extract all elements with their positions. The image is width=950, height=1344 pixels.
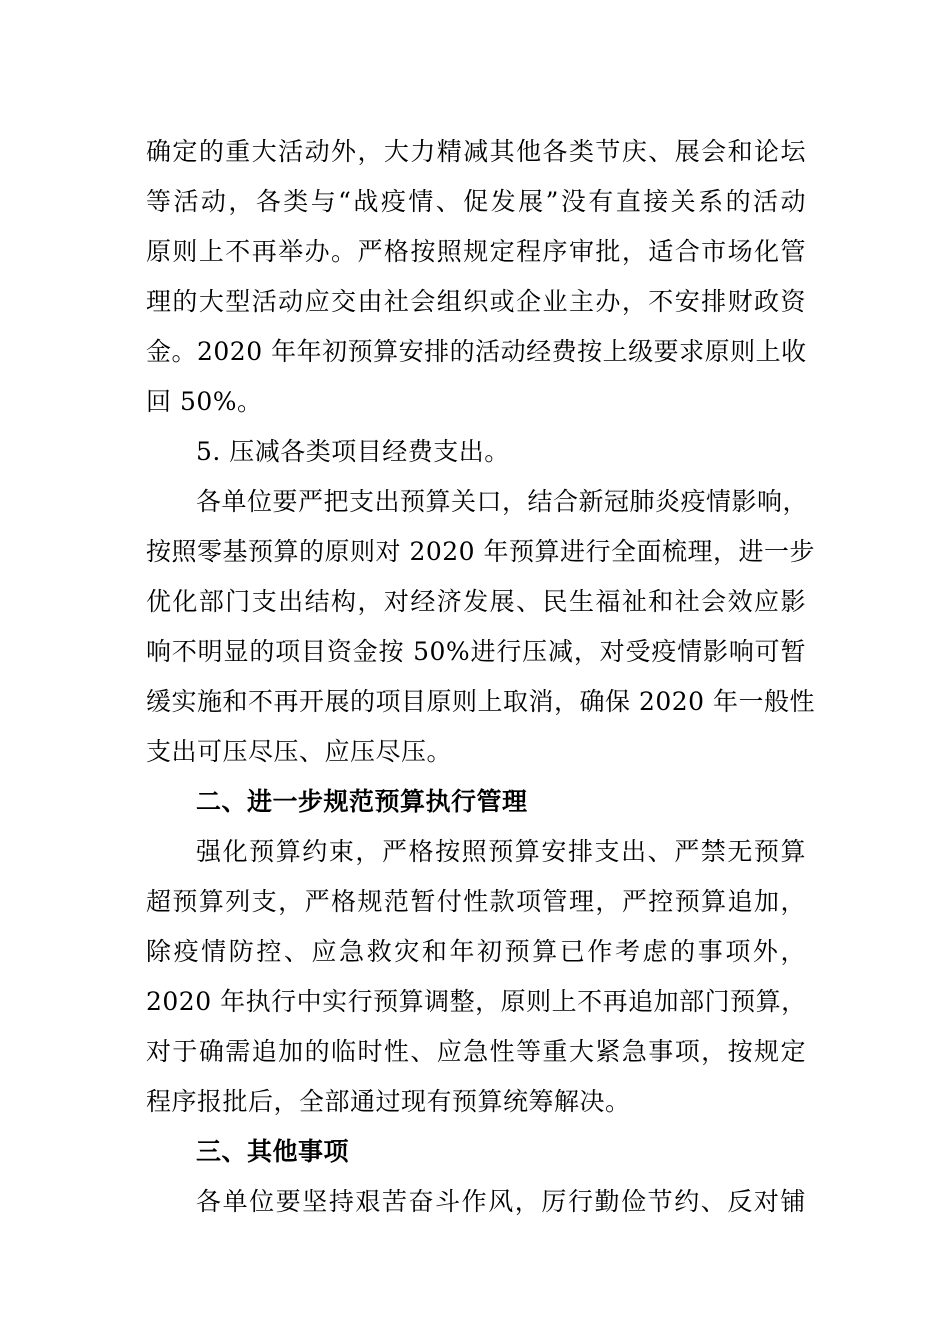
text-line: 响不明显的项目资金按 50%进行压减，对受疫情影响可暂 bbox=[146, 637, 806, 666]
text-line: 强化预算约束，严格按照预算安排支出、严禁无预算 bbox=[196, 837, 806, 866]
text-line: 对于确需追加的临时性、应急性等重大紧急事项，按规定 bbox=[146, 1037, 806, 1066]
text-line: 2020 年执行中实行预算调整，原则上不再追加部门预算， bbox=[146, 987, 807, 1016]
subsection-heading: 5. 压减各类项目经费支出。 bbox=[196, 437, 510, 466]
text-line: 优化部门支出结构，对经济发展、民生福祉和社会效应影 bbox=[146, 587, 806, 616]
section-heading: 三、其他事项 bbox=[196, 1137, 350, 1166]
text-line: 确定的重大活动外，大力精减其他各类节庆、展会和论坛 bbox=[146, 137, 806, 166]
text-line: 等活动，各类与“战疫情、促发展”没有直接关系的活动 bbox=[146, 187, 806, 216]
text-line: 理的大型活动应交由社会组织或企业主办，不安排财政资 bbox=[146, 287, 806, 316]
text-line: 各单位要坚持艰苦奋斗作风，厉行勤俭节约、反对铺 bbox=[196, 1187, 806, 1216]
text-line: 回 50%。 bbox=[146, 387, 263, 416]
text-line: 缓实施和不再开展的项目原则上取消，确保 2020 年一般性 bbox=[146, 687, 816, 716]
text-line: 支出可压尽压、应压尽压。 bbox=[146, 737, 453, 766]
text-line: 各单位要严把支出预算关口，结合新冠肺炎疫情影响， bbox=[196, 487, 809, 516]
text-line: 原则上不再举办。严格按照规定程序审批，适合市场化管 bbox=[146, 237, 806, 266]
text-line: 超预算列支，严格规范暂付性款项管理，严控预算追加， bbox=[146, 887, 806, 916]
text-line: 金。2020 年年初预算安排的活动经费按上级要求原则上收 bbox=[146, 337, 807, 366]
section-heading: 二、进一步规范预算执行管理 bbox=[196, 787, 528, 816]
text-line: 程序报批后，全部通过现有预算统筹解决。 bbox=[146, 1087, 631, 1116]
text-line: 除疫情防控、应急救灾和年初预算已作考虑的事项外， bbox=[146, 937, 806, 966]
text-line: 按照零基预算的原则对 2020 年预算进行全面梳理，进一步 bbox=[146, 537, 816, 566]
